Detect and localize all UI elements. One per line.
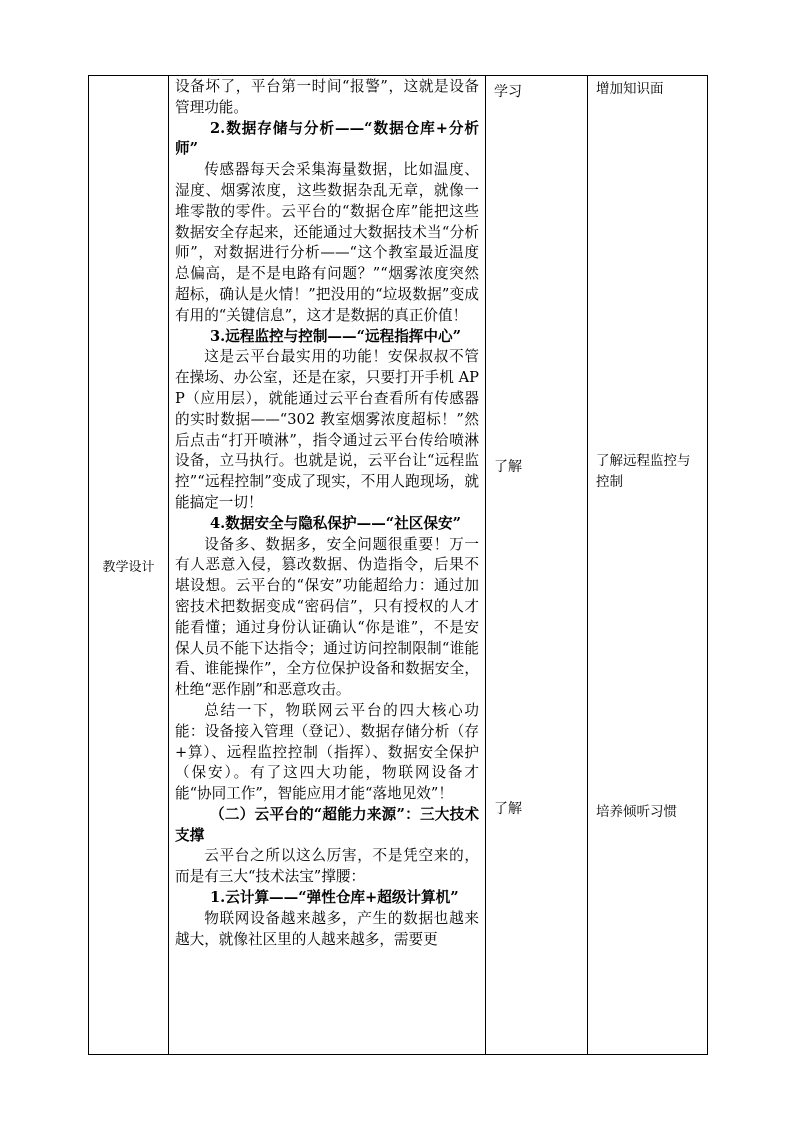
content-paragraph: 云平台之所以这么厉害，不是凭空来的，而是有三大“技术法宝”撑腰： <box>175 847 479 886</box>
design-intent: 培养倾听习惯 <box>596 804 677 820</box>
lesson-plan-table <box>88 75 708 1055</box>
student-activity: 了解 <box>494 459 522 475</box>
teaching-content-cell <box>169 76 486 1055</box>
content-paragraph: 传感器每天会采集海量数据，比如温度、湿度、烟雾浓度，这些数据杂乱无章，就像一堆零散的零件。云平台的“数据仓库”能把这些数据安全存起来，还能通过大数据技术当“分析师”，对数据进行分析——“这个教室最近温度总偏高，是不是电路有问题？”“烟雾浓度突然超标，确认是火情！”把没用的“垃圾数据”变成有用的“关键信息”，这才是数据的真正价值！ <box>175 161 479 324</box>
table-row <box>89 76 708 1055</box>
design-intent: 了解远程监控与控制 <box>596 453 691 490</box>
design-intent-cell <box>588 76 708 1055</box>
student-activity-cell <box>486 76 588 1055</box>
section-label: 教学设计 <box>102 559 155 575</box>
content-heading: 3.远程监控与控制——“远程指挥中心” <box>210 327 461 345</box>
content-paragraph: 物联网设备越来越多，产生的数据也越来越大，就像社区里的人越来越多，需要更 <box>175 909 479 948</box>
content-heading: 1.云计算——“弹性仓库+超级计算机” <box>210 889 459 907</box>
content-heading: 2.数据存储与分析——“数据仓库+分析师” <box>175 119 479 158</box>
design-intent: 增加知识面 <box>596 81 664 97</box>
teaching-content <box>175 77 479 950</box>
content-heading: 4.数据安全与隐私保护——“社区保安” <box>210 514 461 532</box>
section-label-cell <box>89 76 169 1055</box>
content-paragraph: 总结一下，物联网云平台的四大核心功能：设备接入管理（登记）、数据存储分析（存+算）、远程监控控制（指挥）、数据安全保护（保安）。有了这四大功能，物联网设备才能“协同工作”，智能应用才能“落地见效”！ <box>175 701 479 803</box>
content-paragraph: 这是云平台最实用的功能！安保叔叔不管在操场、办公室，还是在家，只要打开手机 APP（应用层），就能通过云平台查看所有传感器的实时数据——“302 教室烟雾浓度超标！”然后点击“打开喷淋”，指令通过云平台传给喷淋设备，立马执行。也就是说，云平台让“远程监控”“远程控制”变成了现实，不用人跑现场，就能搞定一切！ <box>175 348 479 511</box>
content-heading: （二）云平台的“超能力来源”：三大技术支撑 <box>175 805 479 844</box>
student-activity: 学习 <box>494 84 522 100</box>
student-activity: 了解 <box>494 801 522 817</box>
content-paragraph: 设备多、数据多，安全问题很重要！万一有人恶意入侵，篡改数据、伪造指令，后果不堪设想。云平台的“保安”功能超给力：通过加密技术把数据变成“密码信”，只有授权的人才能看懂；通过身份认证确认“你是谁”，不是安保人员不能下达指令；通过访问控制限制“谁能看、谁能操作”，全方位保护设备和数据安全，杜绝“恶作剧”和恶意攻击。 <box>175 535 479 699</box>
content-paragraph: 设备坏了，平台第一时间“报警”，这就是设备管理功能。 <box>175 78 479 116</box>
